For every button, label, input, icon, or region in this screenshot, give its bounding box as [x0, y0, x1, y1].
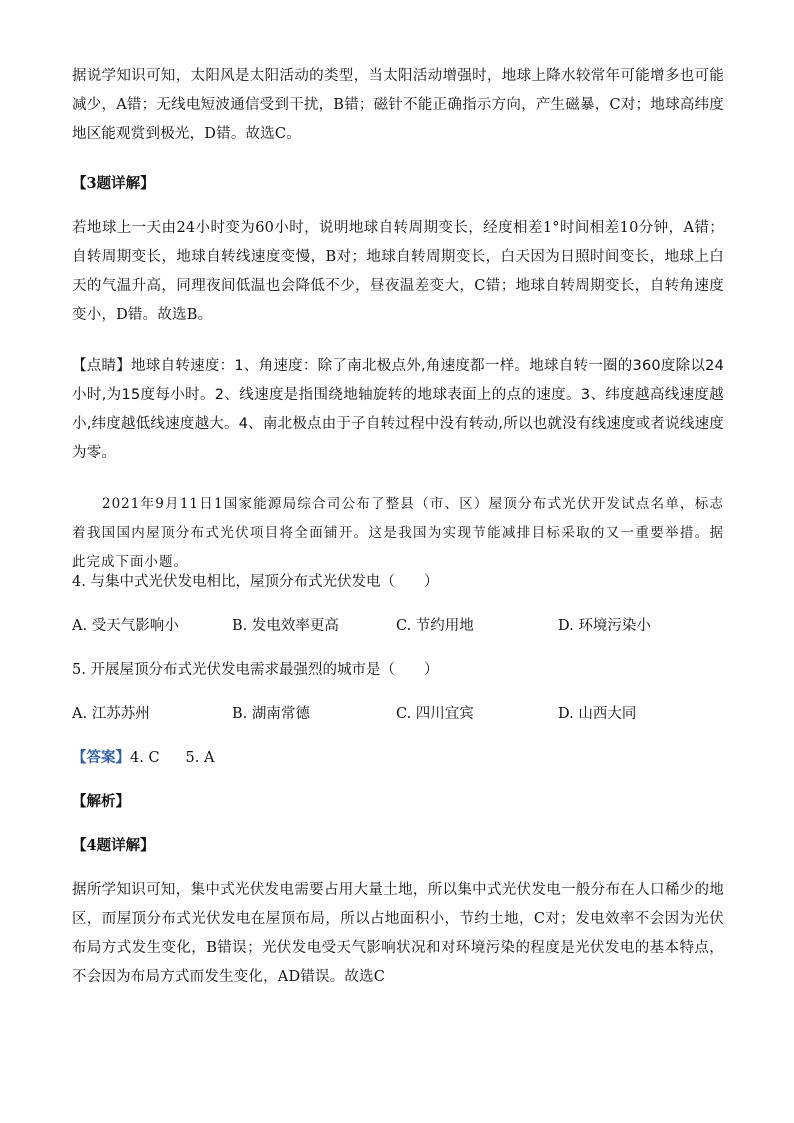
question-4-stem: 4. 与集中式光伏发电相比，屋顶分布式光伏发电（ ）	[72, 574, 439, 590]
answer-label: 【答案】	[72, 749, 130, 766]
answer-4: 4. C	[130, 750, 160, 766]
option-b: B. 发电效率更高	[232, 618, 339, 634]
option-a: A. 江苏苏州	[72, 706, 150, 722]
question-5-options	[72, 702, 724, 726]
analysis-heading: 【解析】	[72, 793, 130, 810]
question-5-stem: 5. 开展屋顶分布式光伏发电需求最强烈的城市是（ ）	[72, 662, 439, 678]
q3-detail-heading: 【3题详解】	[72, 175, 155, 192]
note-text: 【点睛】地球自转速度：1、角速度：除了南北极点外,角速度都一样。地球自转一圈的360度除以24小时,为15度每小时。2、线速度是指围绕地轴旋转的地球表面上的点的速度。3、纬度越高线速度越小,纬度越低线速度越大。4、南北极点由于子自转过程中没有转动,所以也就没有线速度或者说线速度为零。	[72, 358, 724, 461]
note-paragraph	[72, 352, 724, 468]
answer-line	[72, 746, 214, 767]
paragraph-text: 若地球上一天由24小时变为60小时，说明地球自转周期变长，经度相差1°时间相差10分钟，A错；自转周期变长，地球自转线速度变慢，B对；地球自转周期变长，白天因为日照时间变长，地球上白天的气温升高，同理夜间低温也会降低不少，昼夜温差变大，C错；地球自转周期变长，自转角速度变小，D错。故选B。	[72, 220, 724, 323]
q4-detail-heading: 【4题详解】	[72, 837, 155, 854]
paragraph-text: 据所学知识可知，集中式光伏发电需要占用大量土地，所以集中式光伏发电一般分布在人口稀少的地区，而屋顶分布式光伏发电在屋顶布局，所以占地面积小，节约土地，C对；发电效率不会因为光伏布局方式发生变化，B错误；光伏发电受天气影响状况和对环境污染的程度是光伏发电的基本特点，不会因为布局方式而发生变化，AD错误。故选C	[72, 882, 724, 985]
option-d: D. 环境污染小	[558, 618, 651, 634]
option-d: D. 山西大同	[558, 706, 637, 722]
question-4-options	[72, 614, 724, 638]
material-intro-paragraph: 2021年9月11日1国家能源局综合司公布了整县（市、区）屋顶分布式光伏开发试点名单，标志着我国国内屋顶分布式光伏项目将全面铺开。这是我国为实现节能减排目标采取的又一重要举措。据此完成下面小题。	[72, 496, 724, 570]
option-c: C. 四川宜宾	[396, 706, 474, 722]
paragraph-q2-explanation	[72, 62, 724, 149]
answer-5: 5. A	[185, 750, 215, 766]
paragraph-text: 据说学知识可知，太阳风是太阳活动的类型，当太阳活动增强时，地球上降水较常年可能增多也可能减少，A错；无线电短波通信受到干扰，B错；磁针不能正确指示方向，产生磁暴，C对；地球高纬度地区能观赏到极光，D错。故选C。	[72, 68, 724, 142]
paragraph-q4-explanation	[72, 876, 724, 992]
option-a: A. 受天气影响小	[72, 618, 179, 634]
paragraph-q3-explanation	[72, 214, 724, 330]
option-c: C. 节约用地	[396, 618, 474, 634]
option-b: B. 湖南常德	[232, 706, 310, 722]
